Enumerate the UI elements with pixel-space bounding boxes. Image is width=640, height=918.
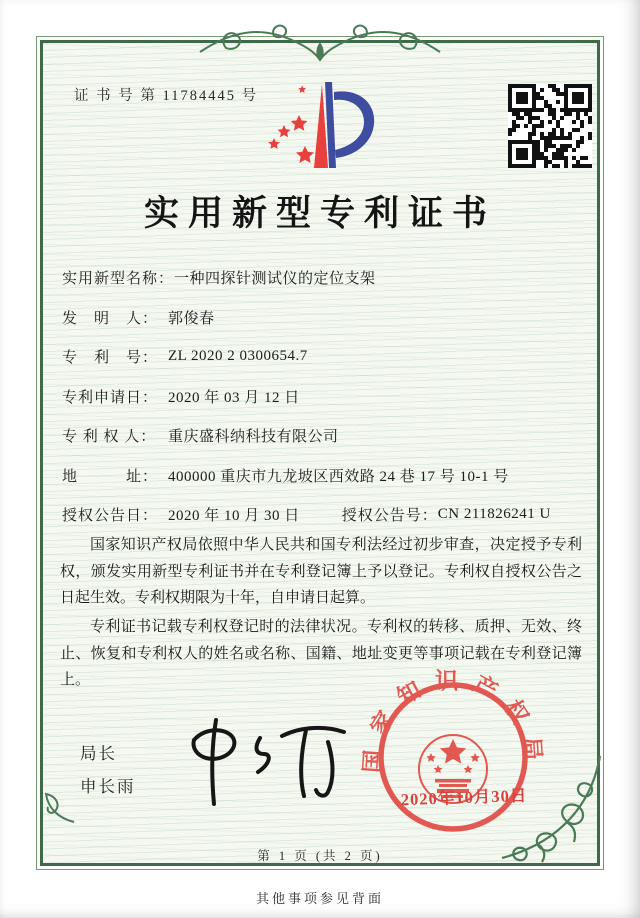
legal-paragraph-2: 专利证书记载专利权登记时的法律状况。专利权的转移、质押、无效、终止、恢复和专利权人的姓名或名称、国籍、地址变更等事项记载在专利登记簿上。 <box>60 619 582 689</box>
seal-date: 2020年10月30日 <box>400 785 528 810</box>
field-grant-announcement <box>62 495 582 535</box>
commissioner-signature <box>178 714 350 810</box>
logo-blue-curve <box>334 91 374 158</box>
field-value: 一种四探针测试仪的定位支架 <box>174 271 376 288</box>
field-patent-number <box>62 337 582 377</box>
back-side-note: 其他事项参见背面 <box>255 891 384 906</box>
field-patentee <box>62 416 582 456</box>
field-value: 2020 年 03 月 12 日 <box>168 389 300 406</box>
field-value: 2020 年 10 月 30 日 <box>168 508 300 525</box>
field-value: 郭俊春 <box>168 310 215 327</box>
field-value: 400000 重庆市九龙坡区西效路 24 巷 17 号 10-1 号 <box>168 468 509 485</box>
field-label: 专利申请日： <box>62 389 159 406</box>
field-label: 发 明 人： <box>62 310 159 327</box>
field-label: 授权公告号： <box>341 508 438 525</box>
field-utility-model-name <box>62 258 582 298</box>
qr-code <box>508 84 592 168</box>
logo-stars <box>268 86 314 164</box>
seal-arc-text: 国家知识产权局 <box>359 668 547 774</box>
commissioner-title: 局长 <box>80 745 117 763</box>
field-address <box>62 456 582 496</box>
certificate-title: 实用新型专利证书 <box>143 194 496 233</box>
field-inventor <box>62 298 582 338</box>
field-value: CN 211826241 U <box>437 506 551 523</box>
field-label: 专 利 权 人： <box>62 429 157 446</box>
field-filing-date <box>62 377 582 417</box>
cnipa-logo <box>262 80 380 172</box>
page-number: 第 1 页 (共 2 页) <box>257 849 383 863</box>
field-label: 授权公告日： <box>62 508 159 525</box>
field-label: 专 利 号： <box>62 350 159 367</box>
field-label: 实用新型名称： <box>62 271 175 288</box>
certificate-fields <box>62 258 582 535</box>
certificate-number: 证 书 号 第 11784445 号 <box>74 88 259 104</box>
field-value: ZL 2020 2 0300654.7 <box>168 348 308 365</box>
legal-paragraph-1: 国家知识产权局依照中华人民共和国专利法经过初步审查，决定授予专利权，颁发实用新型专利证书并在专利登记簿上予以登记。专利权自授权公告之日起生效。专利权期限为十年，自申请日起算。 <box>60 537 582 607</box>
commissioner-block <box>80 740 136 806</box>
official-seal <box>353 657 553 857</box>
field-label: 地 址： <box>62 468 159 485</box>
field-value: 重庆盛科纳科技有限公司 <box>168 429 339 446</box>
commissioner-name: 申长雨 <box>80 778 136 796</box>
